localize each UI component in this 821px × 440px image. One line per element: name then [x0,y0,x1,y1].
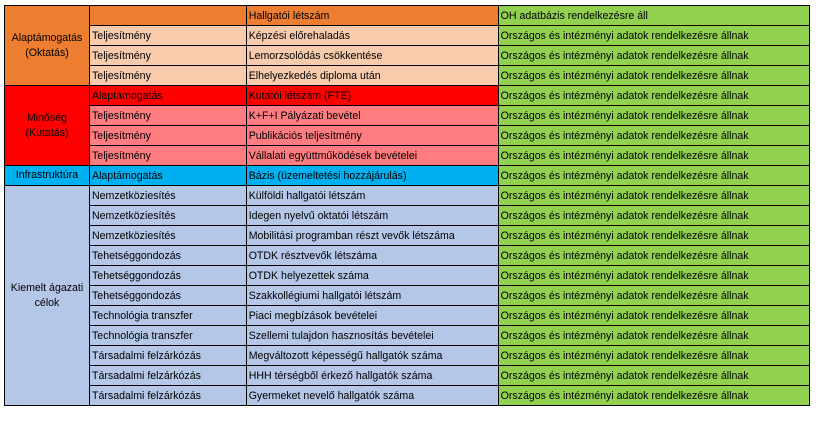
type-cell: Teljesítmény [90,66,247,86]
table-row [5,326,810,346]
table-row [5,46,810,66]
indicator-cell: Hallgatói létszám [246,6,498,26]
availability-cell: Országos és intézményi adatok rendelkezésre állnak [498,226,809,246]
availability-cell: OH adatbázis rendelkezésre áll [498,6,809,26]
table-row [5,186,810,206]
availability-cell: Országos és intézményi adatok rendelkezésre állnak [498,146,809,166]
indicator-cell: OTDK helyezettek száma [246,266,498,286]
indicator-cell: Idegen nyelvű oktatói létszám [246,206,498,226]
table-row [5,366,810,386]
table-row [5,86,810,106]
type-cell: Technológia transzfer [90,306,247,326]
type-cell: Tehetséggondozás [90,286,247,306]
availability-cell: Országos és intézményi adatok rendelkezésre állnak [498,346,809,366]
table-row [5,286,810,306]
category-agazati: Kiemelt ágazati célok [5,186,90,406]
category-oktatas: Alaptámogatás (Oktatás) [5,6,90,86]
indicator-cell: Bázis (üzemeltetési hozzájárulás) [246,166,498,186]
indicator-cell: Gyermeket nevelő hallgatók száma [246,386,498,406]
indicator-cell: Szakkollégiumi hallgatói létszám [246,286,498,306]
indicator-cell: Külföldi hallgatói létszám [246,186,498,206]
category-infrastruktura: Infrastruktúra [5,166,90,186]
indicator-cell: K+F+I Pályázati bevétel [246,106,498,126]
availability-cell: Országos és intézményi adatok rendelkezésre állnak [498,86,809,106]
indicator-cell: Publikációs teljesítmény [246,126,498,146]
availability-cell: Országos és intézményi adatok rendelkezésre állnak [498,106,809,126]
indicator-cell: Szellemi tulajdon hasznosítás bevételei [246,326,498,346]
table-row [5,26,810,46]
table-row [5,146,810,166]
funding-indicator-table [4,5,810,406]
type-cell: Nemzetköziesítés [90,206,247,226]
table-row [5,266,810,286]
indicator-cell: Képzési előrehaladás [246,26,498,46]
table-row [5,246,810,266]
availability-cell: Országos és intézményi adatok rendelkezésre állnak [498,26,809,46]
indicator-cell: Piaci megbízások bevételei [246,306,498,326]
table-row [5,166,810,186]
type-cell: Társadalmi felzárkózás [90,346,247,366]
type-cell [90,6,247,26]
type-cell: Alaptámogatás [90,166,247,186]
table-row [5,306,810,326]
indicator-cell: Vállalati együttműködések bevételei [246,146,498,166]
type-cell: Nemzetköziesítés [90,226,247,246]
type-cell: Tehetséggondozás [90,246,247,266]
type-cell: Társadalmi felzárkózás [90,366,247,386]
indicator-cell: HHH térségből érkező hallgatók száma [246,366,498,386]
availability-cell: Országos és intézményi adatok rendelkezésre állnak [498,266,809,286]
indicator-cell: Kutatói létszám (FTE) [246,86,498,106]
availability-cell: Országos és intézményi adatok rendelkezésre állnak [498,306,809,326]
indicator-cell: OTDK résztvevők létszáma [246,246,498,266]
type-cell: Teljesítmény [90,146,247,166]
type-cell: Teljesítmény [90,126,247,146]
type-cell: Teljesítmény [90,106,247,126]
type-cell: Teljesítmény [90,46,247,66]
category-kutatas: Minőség (Kutatás) [5,86,90,166]
availability-cell: Országos és intézményi adatok rendelkezésre állnak [498,366,809,386]
table-row [5,106,810,126]
availability-cell: Országos és intézményi adatok rendelkezésre állnak [498,326,809,346]
table-row [5,386,810,406]
table-row [5,126,810,146]
indicator-cell: Mobilitási programban részt vevők létszáma [246,226,498,246]
availability-cell: Országos és intézményi adatok rendelkezésre állnak [498,386,809,406]
indicator-cell: Megváltozott képességű hallgatók száma [246,346,498,366]
table-row [5,226,810,246]
type-cell: Teljesítmény [90,26,247,46]
availability-cell: Országos és intézményi adatok rendelkezésre állnak [498,166,809,186]
availability-cell: Országos és intézményi adatok rendelkezésre állnak [498,246,809,266]
type-cell: Alaptámogatás [90,86,247,106]
table-row [5,66,810,86]
availability-cell: Országos és intézményi adatok rendelkezésre állnak [498,126,809,146]
availability-cell: Országos és intézményi adatok rendelkezésre állnak [498,206,809,226]
availability-cell: Országos és intézményi adatok rendelkezésre állnak [498,66,809,86]
type-cell: Technológia transzfer [90,326,247,346]
table-row [5,6,810,26]
table-row [5,346,810,366]
availability-cell: Országos és intézményi adatok rendelkezésre állnak [498,186,809,206]
indicator-cell: Lemorzsolódás csökkentése [246,46,498,66]
table-row [5,206,810,226]
availability-cell: Országos és intézményi adatok rendelkezésre állnak [498,46,809,66]
availability-cell: Országos és intézményi adatok rendelkezésre állnak [498,286,809,306]
type-cell: Nemzetköziesítés [90,186,247,206]
type-cell: Társadalmi felzárkózás [90,386,247,406]
type-cell: Tehetséggondozás [90,266,247,286]
indicator-cell: Elhelyezkedés diploma után [246,66,498,86]
